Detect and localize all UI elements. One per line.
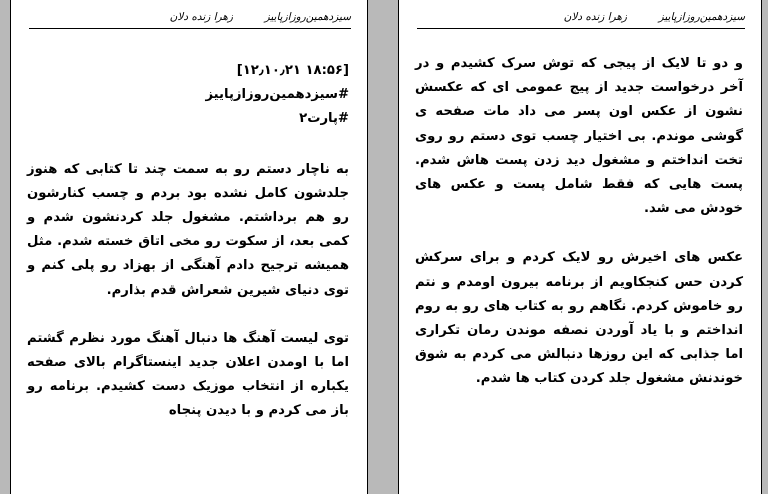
hashtags <box>27 83 349 131</box>
header-series-title: سیزدهمین‌روزازپاییز <box>264 11 351 23</box>
post-timestamp: [۱۲٫۱۰٫۲۱ ۱۸:۵۶] <box>236 63 349 78</box>
page-right <box>398 0 762 494</box>
hashtag-part: #پارت۲ <box>299 111 349 127</box>
header-author-name: زهرا زنده دلان <box>169 11 233 23</box>
page-body <box>415 52 743 392</box>
running-header <box>29 8 351 29</box>
paragraph-2: توی لیست آهنگ ها دنبال آهنگ مورد نظرم گشتم اما با اومدن اعلان جدید اینستاگرام بالای صفحه یکباره از انتخاب موزیک دست کشیدم. برنامه رو باز می کردم و با دیدن پنجاه <box>27 330 349 419</box>
paragraph-2: عکس های اخیرش رو لایک کردم و برای سرکش کردن حس کنجکاویم از برنامه بیرون اومدم و نتم رو خاموش کردم. نگاهم رو به کتاب های رو به روم انداختم و با یاد آوردن نصفه موندن رمان تکراری اما جذابی که این روزها دنبالش می کردم به شوق خوندنش مشغول جلد کردن کتاب ها شدم. <box>415 250 743 387</box>
running-header <box>417 8 745 29</box>
header-author-name: زهرا زنده دلان <box>563 11 627 23</box>
header-series-title: سیزدهمین‌روزازپاییز <box>658 11 745 23</box>
hashtag-title: #سیزدهمین‌روزازپاییز <box>205 87 349 103</box>
paragraph-1: و دو تا لایک از پیجی که توش سرک کشیدم و در آخر درخواست جدید از پیج عمومی ای که عکسش نشون از عکس اون پسر می داد مات صفحه ی گوشی موندم. بی اختیار چسب توی دستم رو روی تخت انداختم و مشغول دید زدن پست هاش شدم. پست هایی که فقط شامل پست و عکس های خودش می شد. <box>415 56 743 217</box>
page-left <box>10 0 368 494</box>
page-body <box>27 59 349 424</box>
paragraph-1: به ناچار دستم رو به سمت چند تا کتابی که هنوز جلدشون کامل نشده بود بردم و چسب کنارشون رو هم برداشتم. مشغول جلد کردنشون شدم و کمی بعد، از سکوت رو مخی اتاق خسته شدم. مثل همیشه ترجیح دادم آهنگی از بهزاد رو پلی کنم و توی دنیای شیرین شعراش قدم بذارم. <box>27 161 349 298</box>
